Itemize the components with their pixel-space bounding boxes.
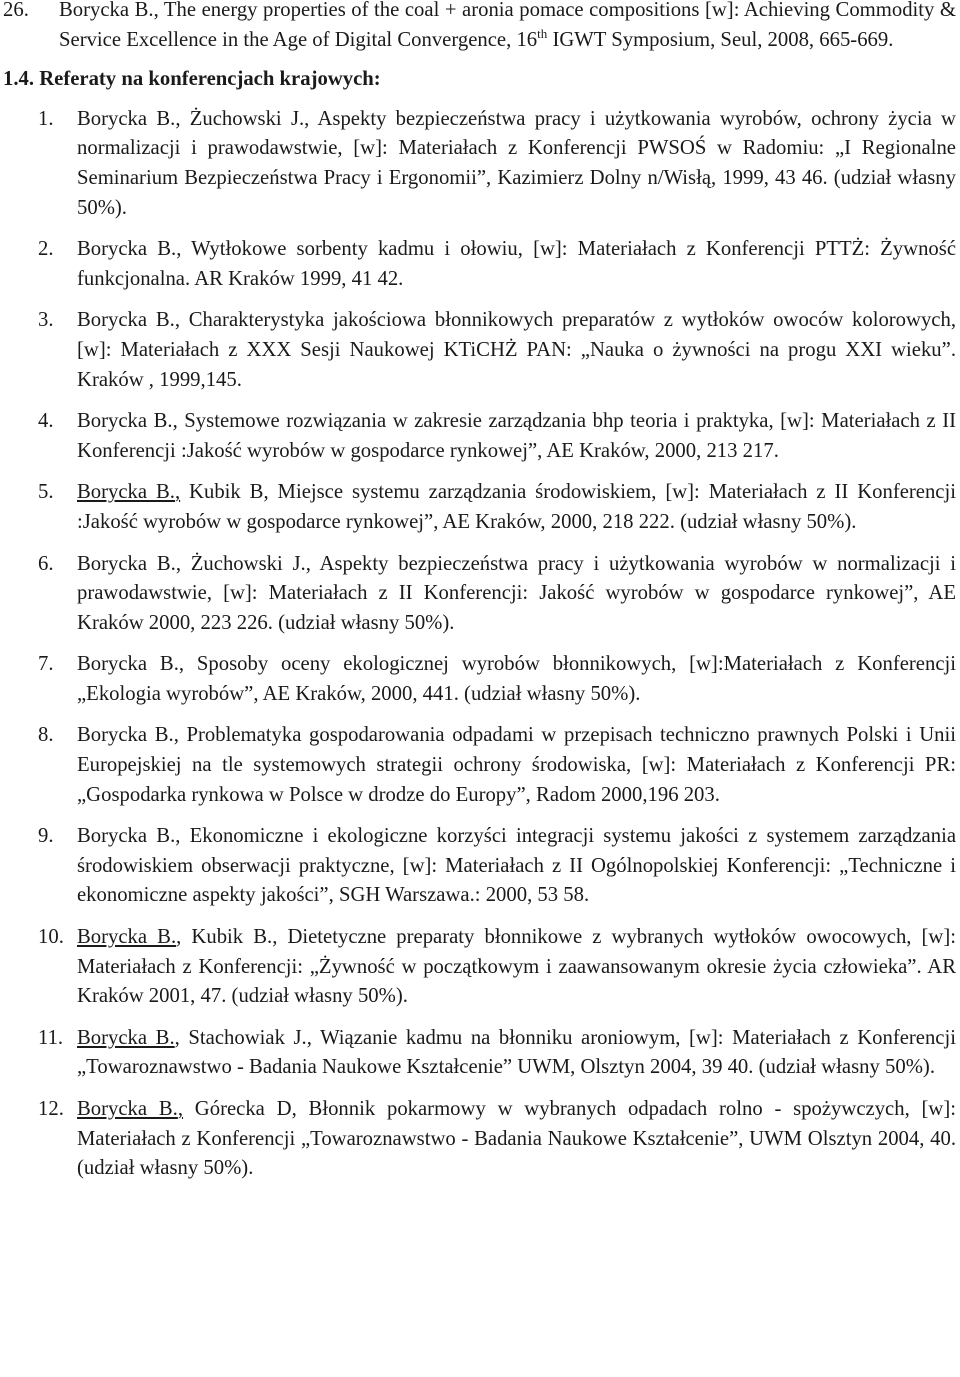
entry-number: 7. — [38, 653, 54, 676]
entry-citation — [77, 822, 956, 911]
publication-entry — [0, 1095, 960, 1184]
entry-author: Borycka B. — [77, 238, 177, 261]
entry-citation — [77, 306, 956, 395]
entry-number: 5. — [38, 481, 54, 504]
publication-entry-26 — [0, 0, 960, 55]
entry-citation — [77, 235, 956, 294]
publication-entry — [0, 550, 960, 639]
entry-text: , Systemowe rozwiązania w zakresie zarządzania bhp teoria i praktyka, [w]: Materiałach z II Konferencji :Jakość wyrobów w gospodarce rynkowej”, AE Kraków, 2000, 213 217. — [77, 410, 956, 462]
entry-text: , The energy properties of the coal + aronia pomace compositions [w]: Achieving Commodity & Service Excellence in the Age of Digital Convergence, 16 — [59, 0, 956, 51]
entry-author: Borycka B. — [77, 724, 174, 747]
publication-entry — [0, 105, 960, 223]
entry-gap — [0, 1083, 960, 1095]
author-separator: , — [175, 552, 191, 575]
publication-entry — [0, 407, 960, 466]
entry-citation — [77, 1024, 956, 1083]
entry-author: Borycka B. — [77, 107, 176, 130]
entry-gap — [0, 294, 960, 306]
entry-gap — [0, 395, 960, 407]
entry-number: 6. — [38, 552, 54, 575]
section-heading: 1.4. Referaty na konferencjach krajowych: — [3, 68, 381, 91]
entry-gap — [0, 466, 960, 478]
entry-number: 12. — [38, 1098, 64, 1120]
publication-entry — [0, 822, 960, 911]
entry-author: Borycka B. — [77, 481, 175, 504]
publication-entry — [0, 478, 960, 537]
entry-list — [0, 105, 960, 1184]
entry-text: , Sposoby oceny ekologicznej wyrobów błonnikowych, [w]:Materiałach z Konferencji „Ekologia wyrobów”, AE Kraków, 2000, 441. (udział własny 50%). — [77, 653, 956, 705]
publication-entry — [0, 650, 960, 709]
entry-number: 9. — [38, 825, 54, 848]
entry-text: , Wytłokowe sorbenty kadmu i ołowiu, [w]: Materiałach z Konferencji PTTŻ: Żywność funkcjonalna. AR Kraków 1999, 41 42. — [77, 238, 956, 290]
entry-author: Borycka B. — [77, 410, 173, 433]
author-separator: , — [174, 481, 181, 504]
entry-number: 4. — [38, 410, 54, 433]
publication-entry — [0, 235, 960, 294]
entry-gap — [0, 223, 960, 235]
author-separator: , — [175, 107, 190, 130]
author-separator: , — [177, 1098, 184, 1120]
author-separator: , — [174, 1026, 189, 1049]
entry-text-2: IGWT Symposium, Seul, 2008, 665-669. — [547, 28, 894, 51]
entry-coauthor: Żuchowski J. — [189, 107, 305, 130]
entry-coauthor: Kubik B. — [191, 926, 273, 949]
entry-text: , Wiązanie kadmu na błonniku aroniowym, [w]: Materiałach z Konferencji „Towaroznawstwo - Badania Naukowe Kształcenie” UWM, Olsztyn 2004, 39 40. (udział własny 50%). — [77, 1026, 956, 1079]
entry-author: Borycka B. — [77, 552, 176, 575]
entry-citation — [77, 721, 956, 810]
entry-gap — [0, 911, 960, 923]
entry-citation — [77, 105, 956, 223]
entry-text: , Aspekty bezpieczeństwa pracy i użytkowania wyrobów, ochrony życia w normalizacji i prawodawstwie, [w]: Materiałach z Konferencji PWSOŚ w Radomiu: „I Regionalne Seminarium Bezpieczeństwa Pracy i Ergonomii”, Kazimierz Dolny n/Wisłą, 1999, 43 46. (udział własny 50%). — [77, 107, 956, 219]
entry-text: , Problematyka gospodarowania odpadami w przepisach techniczno prawnych Polski i Unii Europejskiej na tle systemowych strategii ochrony środowiska, [w]: Materiałach z Konferencji PR: „Gospodarka rynkowa w Polsce w drodze do Europy”, Radom 2000,196 203. — [77, 724, 956, 806]
entry-text: Górecka D, Błonnik pokarmowy w wybranych odpadach rolno - spożywczych, [w]: Materiałach z Konferencji „Towaroznawstwo - Badania Naukowe Kształcenie”, UWM Olsztyn 2004, 40. (udział własny 50%). — [77, 1098, 956, 1180]
entry-number: 8. — [38, 724, 54, 747]
publication-entry — [0, 923, 960, 1012]
entry-gap — [0, 709, 960, 721]
entry-citation — [77, 923, 956, 1012]
entry-citation — [77, 650, 956, 709]
entry-text: , Charakterystyka jakościowa błonnikowych preparatów z wytłoków owoców kolorowych, [w]: Materiałach z XXX Sesji Naukowej KTiCHŻ PAN: „Nauka o żywności na progu XXI wieku”. Kraków , 1999,145. — [77, 309, 957, 391]
entry-citation — [77, 407, 956, 466]
entry-number: 10. — [38, 926, 64, 949]
entry-gap — [0, 538, 960, 550]
entry-number: 2. — [38, 238, 54, 261]
entry-gap — [0, 638, 960, 650]
entry-number: 3. — [38, 309, 54, 332]
entry-author: Borycka B. — [77, 1026, 175, 1049]
entry-author: Borycka B. — [77, 1098, 178, 1120]
entry-author: Borycka B. — [77, 926, 177, 949]
publication-entry — [0, 306, 960, 395]
superscript: th — [537, 25, 548, 41]
publication-entry — [0, 721, 960, 810]
entry-text: , Dietetyczne preparaty błonnikowe z wybranych wytłoków owocowych, [w]: Materiałach z Konferencji: „Żywność w początkowym i zaawansowanym okresie życia człowieka”. AR Kraków 2001, 47. (udział własny 50%). — [77, 926, 957, 1008]
entry-coauthor: Żuchowski J. — [190, 552, 306, 575]
entry-number: 1. — [38, 107, 54, 130]
entry-gap — [0, 810, 960, 822]
entry-gap — [0, 1012, 960, 1024]
entry-text: Kubik B, Miejsce systemu zarządzania środowiskiem, [w]: Materiałach z II Konferencji :Jakość wyrobów w gospodarce rynkowej”, AE Kraków, 2000, 218 222. (udział własny 50%). — [77, 481, 956, 533]
author-separator: , — [176, 926, 192, 949]
entry-author: Borycka B. — [59, 0, 154, 21]
entry-text: , Ekonomiczne i ekologiczne korzyści integracji systemu jakości z systemem zarządzania środowiskiem obserwacji praktyczne, [w]: Materiałach z II Ogólnopolskiej Konferencji: „Techniczne i ekonomiczne aspekty jakości”, SGH Warszawa.: 2000, 53 58. — [77, 825, 956, 907]
entry-author: Borycka B. — [77, 653, 179, 676]
entry-number: 11. — [38, 1026, 64, 1049]
entry-citation — [77, 1095, 956, 1184]
publication-entry — [0, 1024, 960, 1083]
entry-citation — [77, 550, 956, 639]
entry-citation — [77, 478, 956, 537]
entry-coauthor: Stachowiak J. — [188, 1026, 307, 1049]
entry-text: , Aspekty bezpieczeństwa pracy i użytkowania wyrobów w normalizacji i prawodawstwie, [w]: Materiałach z II Konferencji: Jakość wyrobów w gospodarce rynkowej”, AE Kraków 2000, 223 226. (udział własny 50%). — [77, 552, 957, 634]
entry-author: Borycka B. — [77, 309, 175, 332]
entry-number: 26. — [3, 0, 29, 21]
entry-author: Borycka B. — [77, 825, 176, 848]
